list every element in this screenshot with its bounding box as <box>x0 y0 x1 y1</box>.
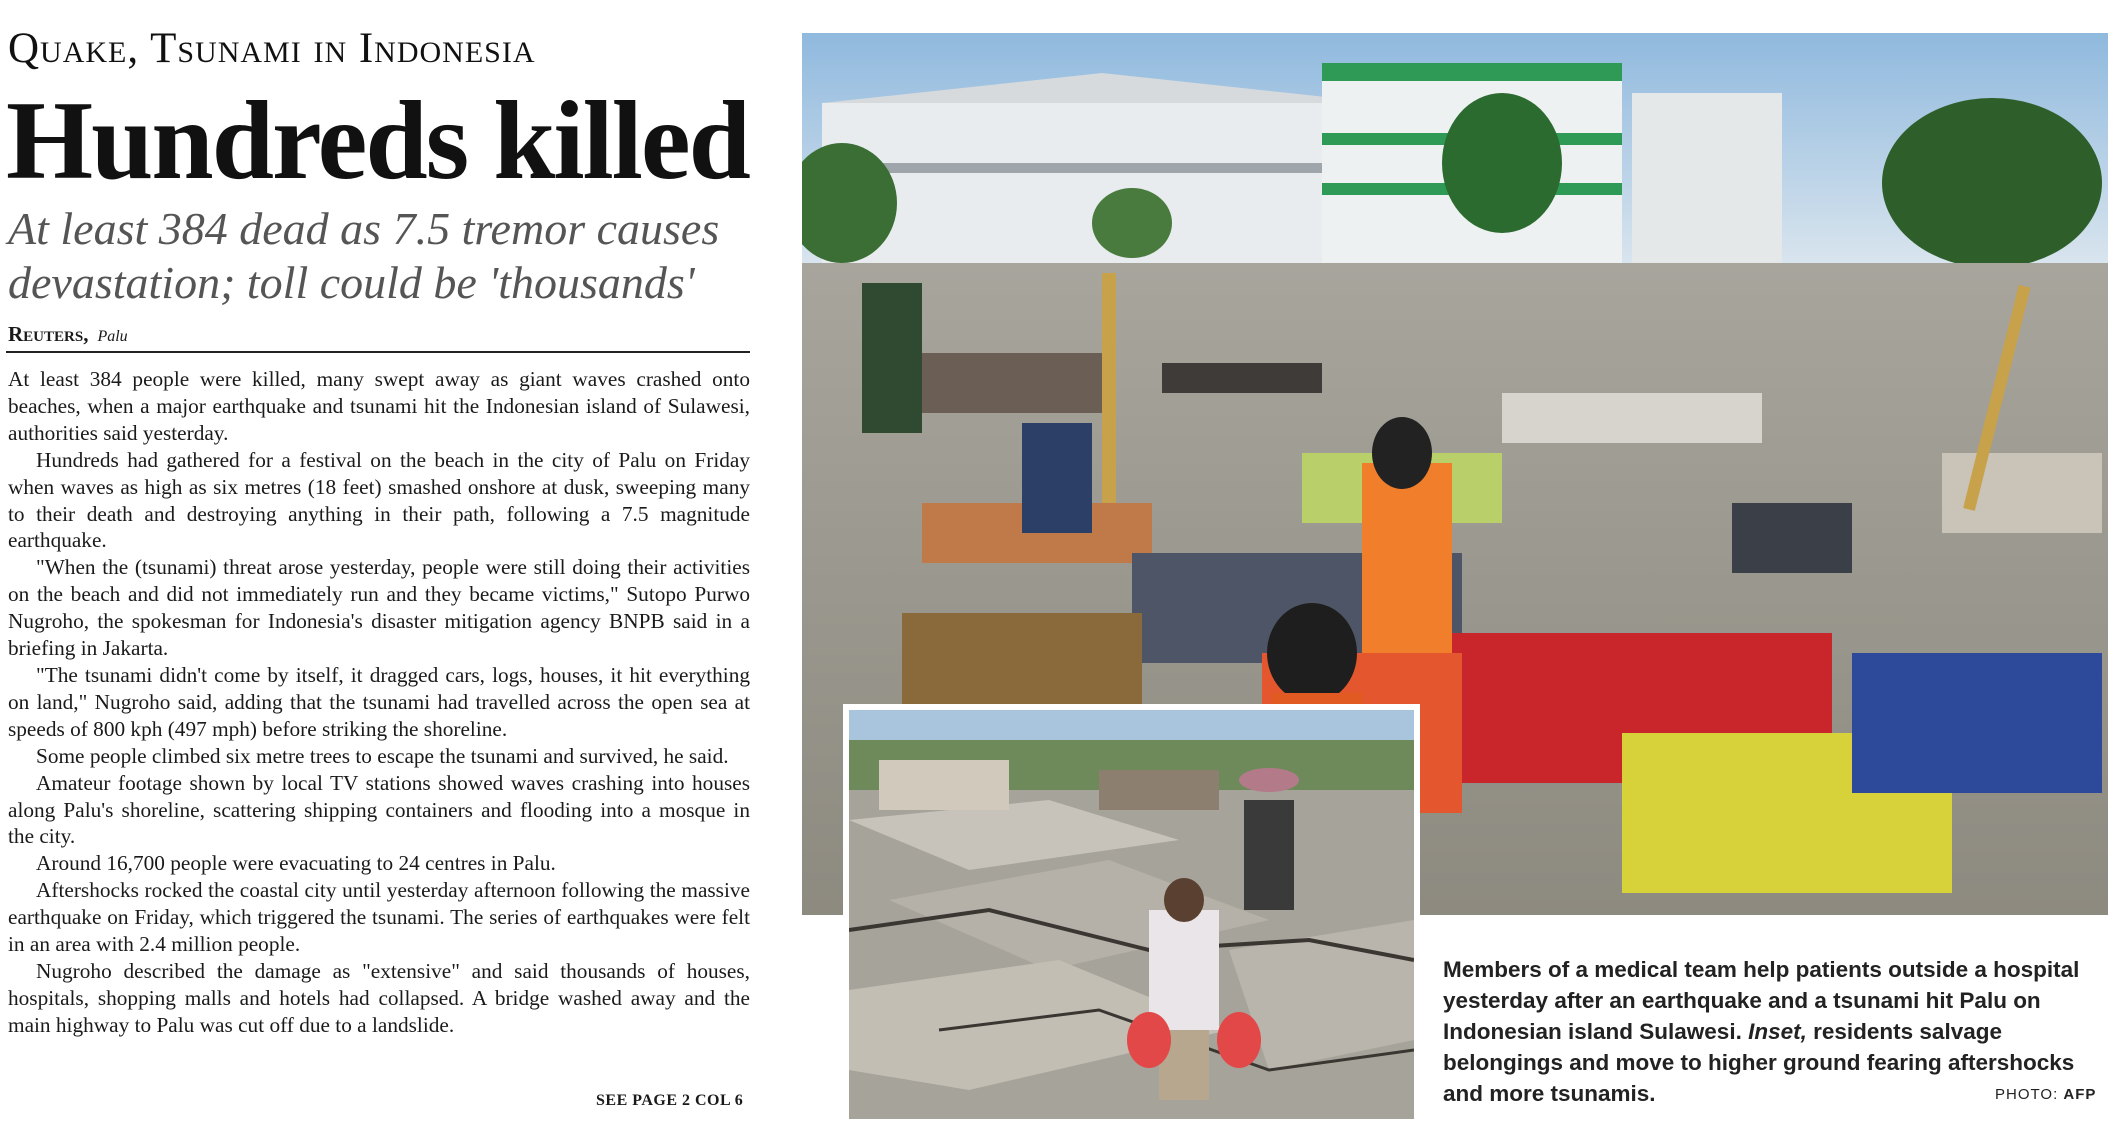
photo-credit <box>1995 1086 2096 1103</box>
byline <box>8 322 128 347</box>
paragraph: Some people climbed six metre trees to escape the tsunami and survived, he said. <box>36 743 729 768</box>
deck: At least 384 dead as 7.5 tremor causes devastation; toll could be 'thousands' <box>8 203 720 309</box>
paragraph: Nugroho described the damage as "extensive" and said thousands of houses, hospitals, shopping malls and hotels had collapsed. A bridge washed away and the main highway to Palu was cut off due to a landslide. <box>8 958 750 1037</box>
inset-photo <box>843 704 1420 1125</box>
paragraph: Hundreds had gathered for a festival on the beach in the city of Palu on Friday when waves as high as six metres (18 feet) smashed onshore at dusk, sweeping many to their death and destroying anything in their path, following a 7.5 magnitude earthquake. <box>8 447 750 553</box>
paragraph: "The tsunami didn't come by itself, it dragged cars, logs, houses, it hit everything on land," Nugroho said, adding that the tsunami had travelled across the open sea at speeds of 800 kph (497 mph) before striking the shoreline. <box>8 662 750 741</box>
jump-line: SEE PAGE 2 COL 6 <box>596 1092 744 1109</box>
photo-credit-label: PHOTO: <box>1995 1086 2059 1103</box>
kicker: Quake, Tsunami in Indonesia <box>8 25 536 72</box>
divider-rule <box>6 351 750 353</box>
photo-credit-agency: AFP <box>2063 1086 2097 1103</box>
paragraph: "When the (tsunami) threat arose yesterday, people were still doing their activities on the beach and did not immediately run and they became victims," Sutopo Purwo Nugroho, the spokesman for Indonesia's disaster mitigation agency BNPB said in a briefing in Jakarta. <box>8 555 750 661</box>
caption-inset-label: Inset, <box>1748 1019 1807 1044</box>
paragraph: Aftershocks rocked the coastal city until yesterday afternoon following the massive earthquake on Friday, which triggered the tsunami. The series of earthquakes were felt in an area with 2.4 million people. <box>8 878 750 957</box>
byline-agency: Reuters, <box>8 322 89 346</box>
caption-text-inset: residents salvage belongings and move to higher ground fearing aftershocks and more tsunamis. <box>1443 1019 2075 1106</box>
paragraph: At least 384 people were killed, many swept away as giant waves crashed onto beaches, when a major earthquake and tsunami hit the Indonesian island of Sulawesi, authorities said yesterday. <box>8 367 750 445</box>
byline-place: Palu <box>97 328 128 345</box>
article-body <box>8 366 750 1039</box>
paragraph: Amateur footage shown by local TV stations showed waves crashing into houses along Palu's shoreline, scattering shipping containers and flooding into a mosque in the city. <box>8 770 750 849</box>
caption-text: Members of a medical team help patients outside a hospital yesterday after an earthquake and a tsunami hit Palu on Indonesian island Sulawesi. <box>1443 957 2080 1044</box>
paragraph: Around 16,700 people were evacuating to 24 centres in Palu. <box>36 851 556 876</box>
headline: Hundreds killed <box>6 79 749 203</box>
